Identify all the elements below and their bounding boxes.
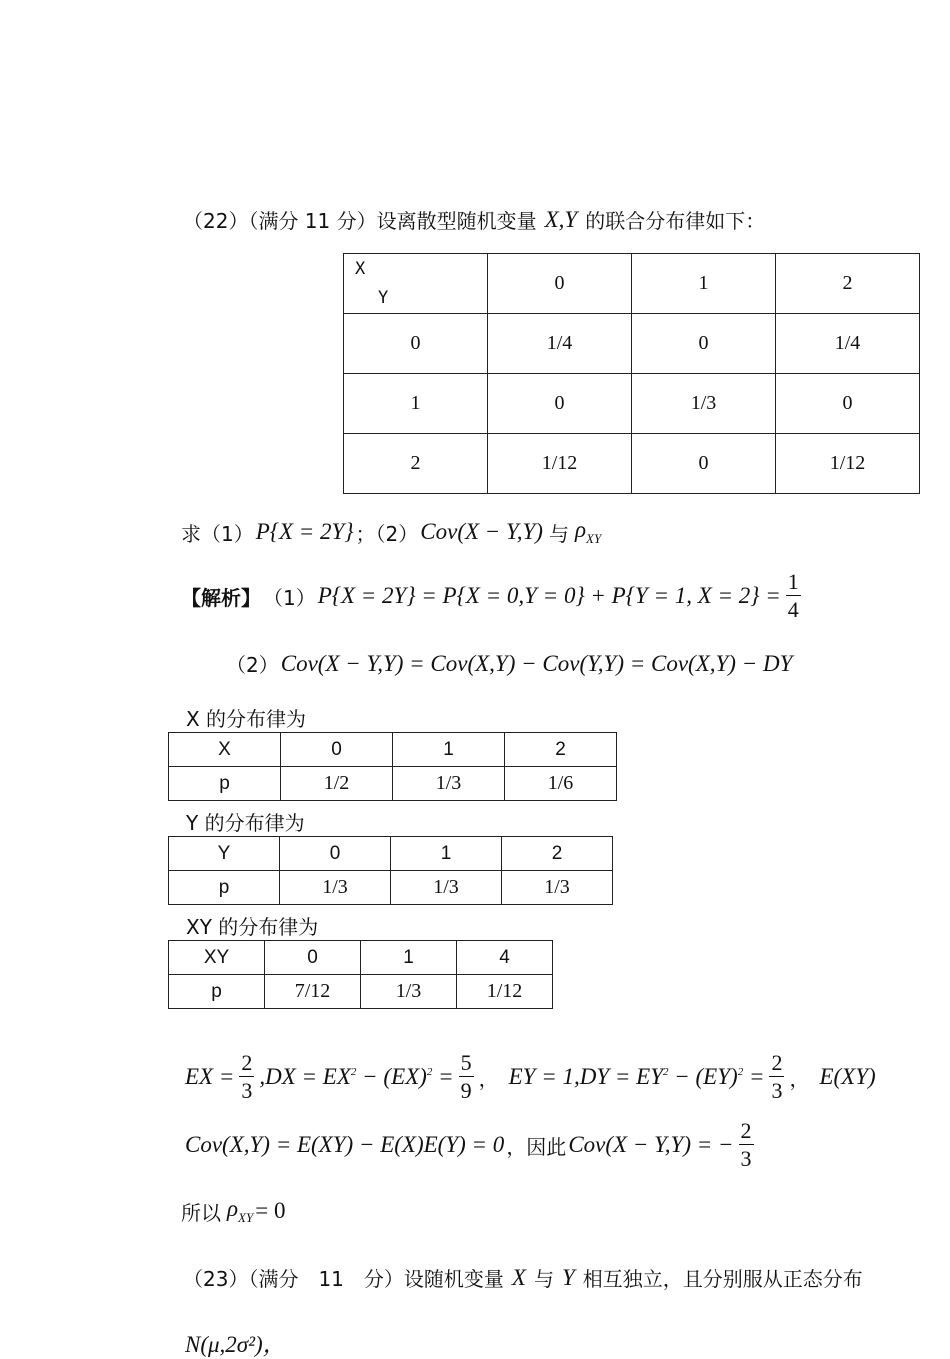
table-cell: 2 [502,837,613,871]
table-cell: 1 [361,941,457,975]
y-dist-table [168,836,613,905]
fraction: $\frac{5}{9}$ [460,1050,472,1103]
q22-ask: 求（1） P{X = 2Y} ；（2） Cov(X − Y,Y) 与 $\rho_{XY}$ [181,517,602,546]
col-header: 0 [488,254,632,314]
q23-next-line: N(μ,2σ²)， [185,1332,286,1357]
solution-part1: 【解析】 （1） P{X = 2Y} = P{X = 0,Y = 0} + P{Y = 1, X = 2} = $\frac{1}{4}$ [181,569,799,622]
table-cell: Y [169,837,280,871]
col-header: 1 [632,254,776,314]
table-cell: 4 [457,941,553,975]
table-cell: 0 [632,314,776,374]
table-row [344,314,920,374]
row-header: 1 [344,374,488,434]
table-cell: X [169,733,281,767]
conclusion-line: 所以 $\rho_{XY}$ = 0 [181,1196,286,1225]
table-cell: 0 [488,374,632,434]
q22-heading: （22）（满分 11 分）设离散型随机变量 X,Y 的联合分布律如下： [183,206,766,233]
table-cell: 0 [632,434,776,494]
table-cell: XY [169,941,265,975]
table-cell: 1/12 [488,434,632,494]
table-cell: 0 [280,837,391,871]
table-cell: 2 [505,733,617,767]
table-corner: X Y [344,254,488,314]
moments-line: EX = $\frac{2}{3}$ $,DX = EX^2 - (EX)^2$ = $\frac{5}{9}$ ， EY = $1,DY = EY^2 - (EY)^2$ = $\frac{2}{3}$ ， E(XY) [185,1050,876,1103]
fraction: $\frac{2}{3}$ [241,1050,253,1103]
table-cell: p [169,767,281,801]
table-cell: 1/3 [502,871,613,905]
table-cell: 0 [776,374,920,434]
table-cell: 1/4 [488,314,632,374]
table-row [344,434,920,494]
xy-dist-table [168,940,553,1009]
fraction: $\frac{1}{4}$ [787,569,799,622]
table-cell: 1/3 [361,975,457,1009]
table-cell: 1/12 [457,975,553,1009]
x-dist-table [168,732,617,801]
xy-dist-label: XY 的分布律为 [186,915,319,939]
table-cell: 1/3 [391,871,502,905]
table-row [344,374,920,434]
col-header: 2 [776,254,920,314]
table-cell: 1/3 [393,767,505,801]
joint-distribution-table [343,253,920,494]
y-dist-label: Y 的分布律为 [186,811,305,835]
solution-part2: （2） Cov(X − Y,Y) = Cov(X,Y) − Cov(Y,Y) = Cov(X,Y) − DY [226,650,793,677]
table-cell: 1/3 [632,374,776,434]
table-cell: 7/12 [265,975,361,1009]
row-header: 2 [344,434,488,494]
table-cell: 1/2 [281,767,393,801]
fraction: $\frac{2}{3}$ [771,1050,783,1103]
x-dist-label: X 的分布律为 [186,707,307,731]
row-header: 0 [344,314,488,374]
table-cell: 1/12 [776,434,920,494]
table-cell: 0 [265,941,361,975]
table-cell: 1/4 [776,314,920,374]
q23-heading: （23）（满分 11 分）设随机变量 X 与 Y 相互独立，且分别服从正态分布 [183,1264,863,1291]
table-cell: 1/6 [505,767,617,801]
table-cell: p [169,975,265,1009]
table-cell: 1 [391,837,502,871]
table-cell: 0 [281,733,393,767]
covariance-line: Cov(X,Y) = E(XY) − E(X)E(Y) = 0 ，因此 Cov(X − Y,Y) = − $\frac{2}{3}$ [185,1118,752,1171]
fraction: $\frac{2}{3}$ [740,1118,752,1171]
table-cell: 1 [393,733,505,767]
table-cell: p [169,871,280,905]
table-cell: 1/3 [280,871,391,905]
